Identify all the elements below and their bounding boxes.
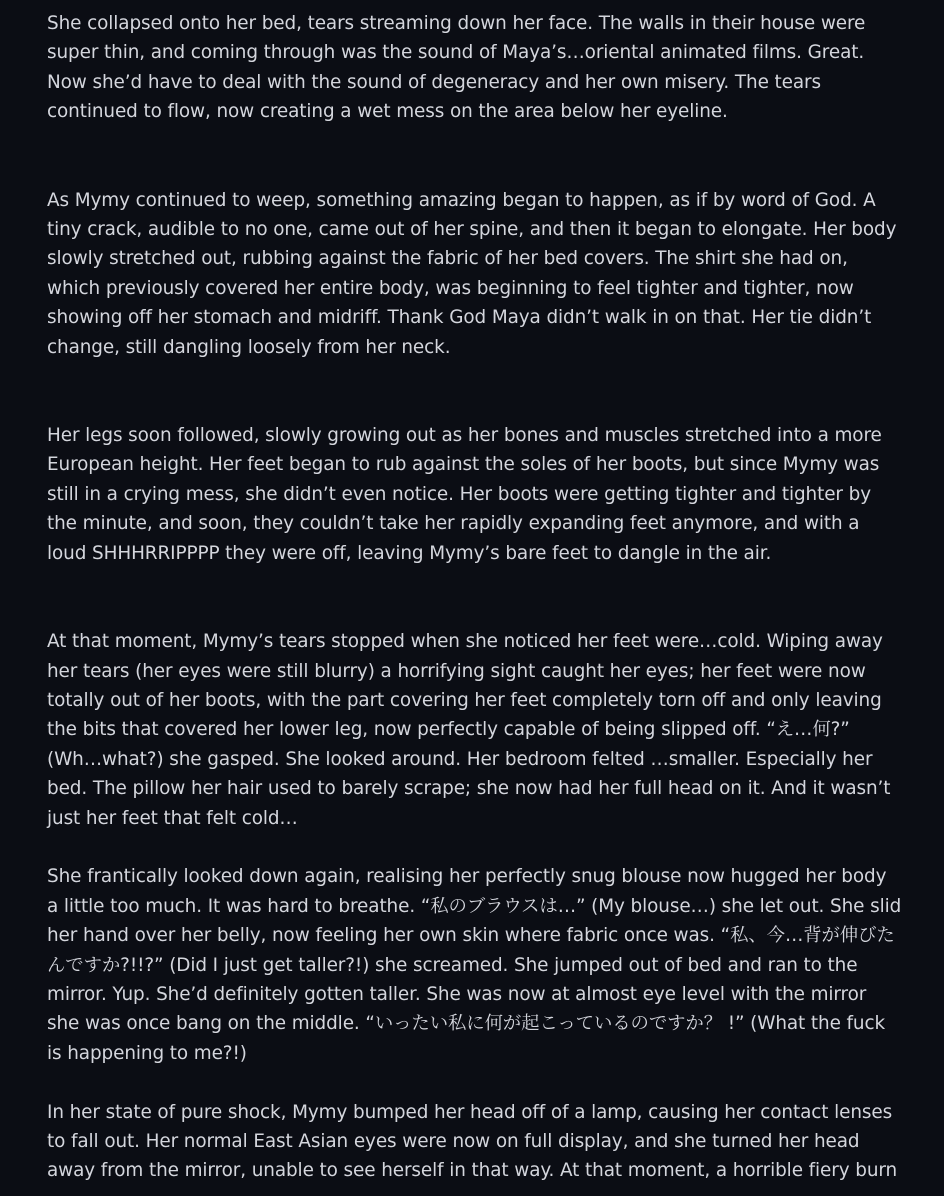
story-paragraph-6: In her state of pure shock, Mymy bumped her head off of a lamp, causing her contact lenses to fall out. Her normal East Asian eyes were now on full display, and she turned her head away from the mirror, unable to see herself in that way. At that moment, a horrible fiery burn	[47, 1101, 898, 1182]
story-paragraph-1: She collapsed onto her bed, tears streaming down her face. The walls in their house were super thin, and coming through was the sound of Maya’s…oriental animated films. Great. Now she’d have to deal with the sound of degeneracy and her own misery. The tears continued to flow, now creating a wet mess on the area below her eyeline.	[47, 13, 866, 123]
paragraph-spacer	[47, 127, 903, 186]
story-body	[47, 9, 903, 1186]
story-paragraph-4: At that moment, Mymy’s tears stopped when she noticed her feet were…cold. Wiping away her tears (her eyes were still blurry) a horrifying sight caught her eyes; her feet were now totally out of her boots, with the part covering her feet completely torn off and only leaving the bits that covered her lower leg, now perfectly capable of being slipped off. “え…何?” (Wh…what?) she gasped. She looked around. Her bedroom felted …smaller. Especially her bed. The pillow her hair used to barely scrape; she now had her full head on it. And it wasn’t just her feet that felt cold…	[47, 631, 891, 829]
story-paragraph-2: As Mymy continued to weep, something amazing began to happen, as if by word of God. A tiny crack, audible to no one, came out of her spine, and then it began to elongate. Her body slowly stretched out, rubbing against the fabric of her bed covers. The shirt she had on, which previously covered her entire body, was beginning to feel tighter and tighter, now showing off her stomach and midriff. Thank God Maya didn’t walk in on that. Her tie didn’t change, still dangling loosely from her neck.	[47, 189, 897, 358]
story-paragraph-3: Her legs soon followed, slowly growing out as her bones and muscles stretched into a more European height. Her feet began to rub against the soles of her boots, but since Mymy was still in a crying mess, she didn’t even notice. Her boots were getting tighter and tighter by the minute, and soon, they couldn’t take her rapidly expanding feet anymore, and with a loud SHHHRRIPPPP they were off, leaving Mymy’s bare feet to dangle in the air.	[47, 425, 882, 564]
paragraph-spacer	[47, 1068, 903, 1097]
paragraph-spacer	[47, 833, 903, 862]
story-paragraph-5: She frantically looked down again, realising her perfectly snug blouse now hugged her body a little too much. It was hard to breathe. “私のブラウスは…” (My blouse…) she let out. She slid her hand over her belly, now feeling her own skin where fabric once was. “私、今…背が伸びたんですか?!!?” (Did I just get taller?!) she screamed. She jumped out of bed and ran to the mirror. Yup. She’d definitely gotten taller. She was now at almost eye level with the mirror she was once bang on the middle. “いったい私に何が起こっているのですか？ !” (What the fuck is happening to me?!)	[47, 866, 902, 1064]
paragraph-spacer	[47, 568, 903, 627]
paragraph-spacer	[47, 362, 903, 421]
